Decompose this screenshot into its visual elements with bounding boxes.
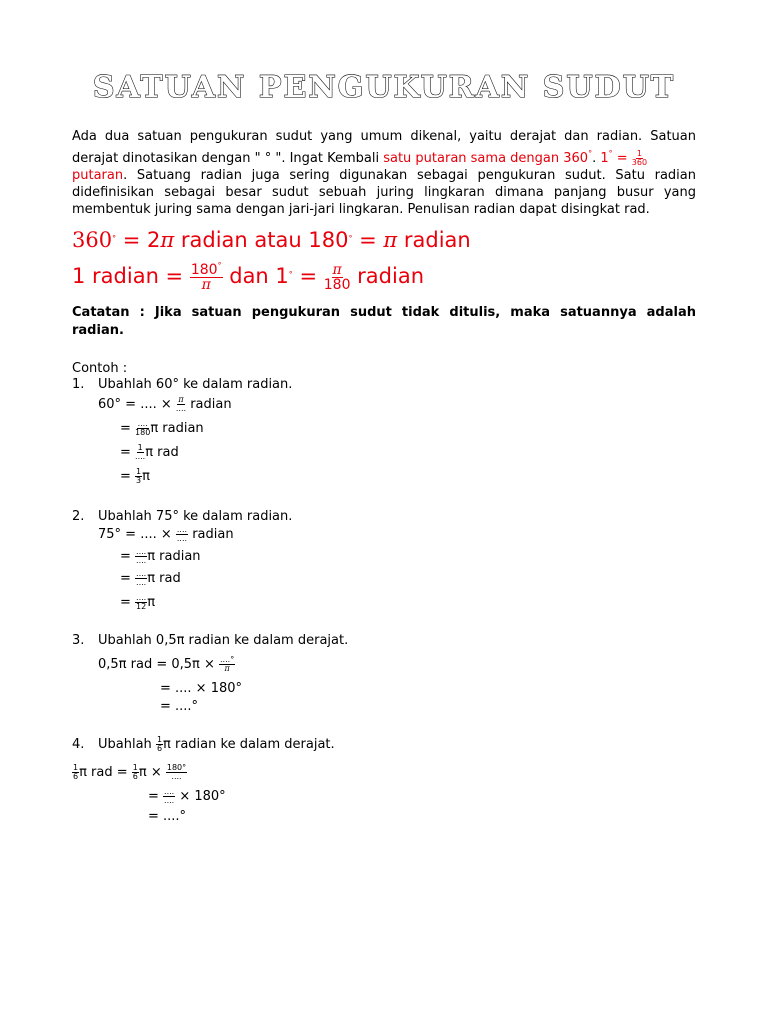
example-1-step-2: = $\frac{....}{180}$ π radian (120, 419, 204, 437)
intro-paragraph: Ada dua satuan pengukuran sudut yang umum dikenal, yaitu derajat dan radian. Satuan derajat dinotasikan dengan " ° ". Ingat Kembali satu putaran sama dengan 360°. 1° = $\frac{1}{360}$ putaran. Satuang radian juga sering digunakan sebagai pengukuran sudut. Satu radian didefinisikan sebagai besar sudut sebuah juring lingkaran dimana panjang busur yang membentuk juring sama dengan jari-jari lingkaran. Penulisan radian dapat disingkat rad. (72, 129, 696, 217)
example-2-step-3: = $\frac{....}{....}$ π rad (120, 569, 181, 587)
formula-degree-radian: 360° = 2π radian atau 180° = π radian (72, 228, 471, 252)
contoh-label: Contoh : (72, 361, 128, 376)
example-2-question: 2. Ubahlah 75° ke dalam radian. (72, 509, 293, 524)
example-3-step-2: = .... × 180° (160, 681, 243, 696)
example-4-step-3: = ....° (148, 809, 187, 824)
example-4-step-2: = $\frac{....}{....}$ × 180° (148, 787, 226, 805)
example-4-step-1: $\frac{1}{6}$ π rad = $\frac{1}{6}$ π × $\frac{180^\circ}{....}$ (73, 763, 187, 781)
fraction-180-pi: $\frac{180^\circ}{\pi}$ (190, 261, 222, 293)
highlight-putaran: satu putaran sama dengan 360 (383, 151, 589, 166)
fraction-1-360: $\frac{1}{360}$ (631, 149, 648, 167)
page-title: SATUAN PENGUKURAN SUDUT (92, 70, 676, 105)
example-1-step-1: 60° = .... × $\frac{\pi}{....}$ radian (98, 395, 232, 413)
example-2-step-1: 75° = .... × $\frac{....}{....}$ radian (98, 525, 234, 543)
example-1-question: 1. Ubahlah 60° ke dalam radian. (72, 377, 293, 392)
example-1-step-4: = $\frac{1}{3}$ π (120, 467, 150, 485)
example-3-step-3: = ....° (160, 699, 199, 714)
fraction-pi-180: $\frac{\pi}{180}$ (323, 261, 351, 293)
note-text: Catatan : Jika satuan pengukuran sudut tidak ditulis, maka satuannya adalah radian. (72, 305, 696, 338)
formula-radian-conversion: 1 radian = $\frac{180^\circ}{\pi}$ dan 1° = $\frac{\pi}{180}$ radian (72, 261, 425, 293)
example-2-step-2: = $\frac{....}{....}$ π radian (120, 547, 201, 565)
example-3-step-1: 0,5π rad = 0,5π × $\frac{....^\circ}{\pi}$ (98, 655, 235, 673)
example-4-question: 4. Ubahlah $\frac{1}{6}$ π radian ke dalam derajat. (72, 735, 335, 753)
example-1-step-3: = $\frac{1}{....}$ π rad (120, 443, 179, 461)
example-2-step-4: = $\frac{....}{12}$ π (120, 593, 156, 611)
example-3-question: 3. Ubahlah 0,5π radian ke dalam derajat. (72, 633, 349, 648)
